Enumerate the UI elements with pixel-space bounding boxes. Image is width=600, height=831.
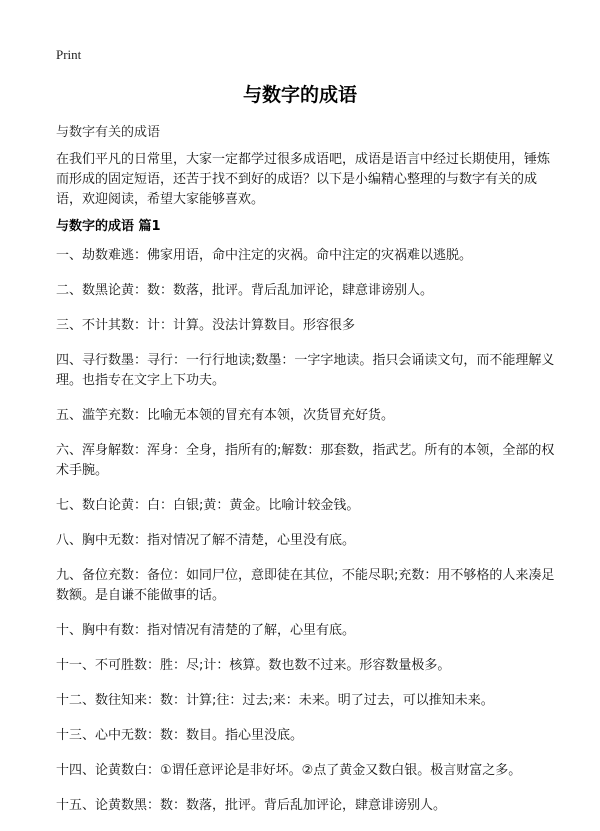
idiom-entry-15: 十五、论黄数黑：数：数落，批评。背后乱加评论，肆意诽谤别人。	[56, 798, 447, 813]
idiom-entry-3: 三、不计其数：计：计算。没法计算数目。形容很多	[56, 318, 356, 333]
subtitle: 与数字有关的成语	[56, 125, 161, 140]
idiom-entry-6: 六、浑身解数：浑身：全身，指所有的;解数：那套数，指武艺。所有的本领，全部的权术手腕。	[56, 443, 555, 478]
idiom-entry-7: 七、数白论黄：白：白银;黄：黄金。比喻计较金钱。	[56, 498, 360, 513]
idiom-entry-13: 十三、心中无数：数：数目。指心里没底。	[56, 728, 304, 743]
idiom-entry-5: 五、滥竽充数：比喻无本领的冒充有本领，次货冒充好货。	[56, 408, 395, 423]
print-link[interactable]: Print	[56, 47, 82, 62]
idiom-list	[56, 246, 556, 831]
idiom-entry-10: 十、胸中有数：指对情况有清楚的了解，心里有底。	[56, 623, 356, 638]
page-title: 与数字的成语	[242, 84, 357, 106]
idiom-entry-8: 八、胸中无数：指对情况了解不清楚，心里没有底。	[56, 533, 356, 548]
idiom-entry-12: 十二、数往知来：数：计算;往：过去;来：未来。明了过去，可以推知未来。	[56, 693, 494, 708]
idiom-entry-9: 九、备位充数：备位：如同尸位，意即徒在其位，不能尽职;充数：用不够格的人来凑足数额。是自谦不能做事的话。	[56, 568, 555, 603]
intro-paragraph: 在我们平凡的日常里，大家一定都学过很多成语吧，成语是语言中经过长期使用，锤炼而形成的固定短语，还苦于找不到好的成语？以下是小编精心整理的与数字有关的成语，欢迎阅读，希望大家能够喜欢。	[56, 152, 551, 207]
section-heading: 与数字的成语 篇1	[56, 219, 161, 234]
idiom-entry-2: 二、数黑论黄：数：数落，批评。背后乱加评论，肆意诽谤别人。	[56, 283, 434, 298]
idiom-entry-1: 一、劫数难逃：佛家用语，命中注定的灾祸。命中注定的灾祸难以逃脱。	[56, 248, 473, 263]
idiom-entry-14: 十四、论黄数白：①谓任意评论是非好坏。②点了黄金又数白银。极言财富之多。	[56, 763, 522, 778]
idiom-entry-11: 十一、不可胜数：胜：尽;计：核算。数也数不过来。形容数量极多。	[56, 658, 451, 673]
idiom-entry-4: 四、寻行数墨：寻行：一行行地读;数墨：一字字地读。指只会诵读文句，而不能理解义理。也指专在文字上下功夫。	[56, 353, 555, 388]
